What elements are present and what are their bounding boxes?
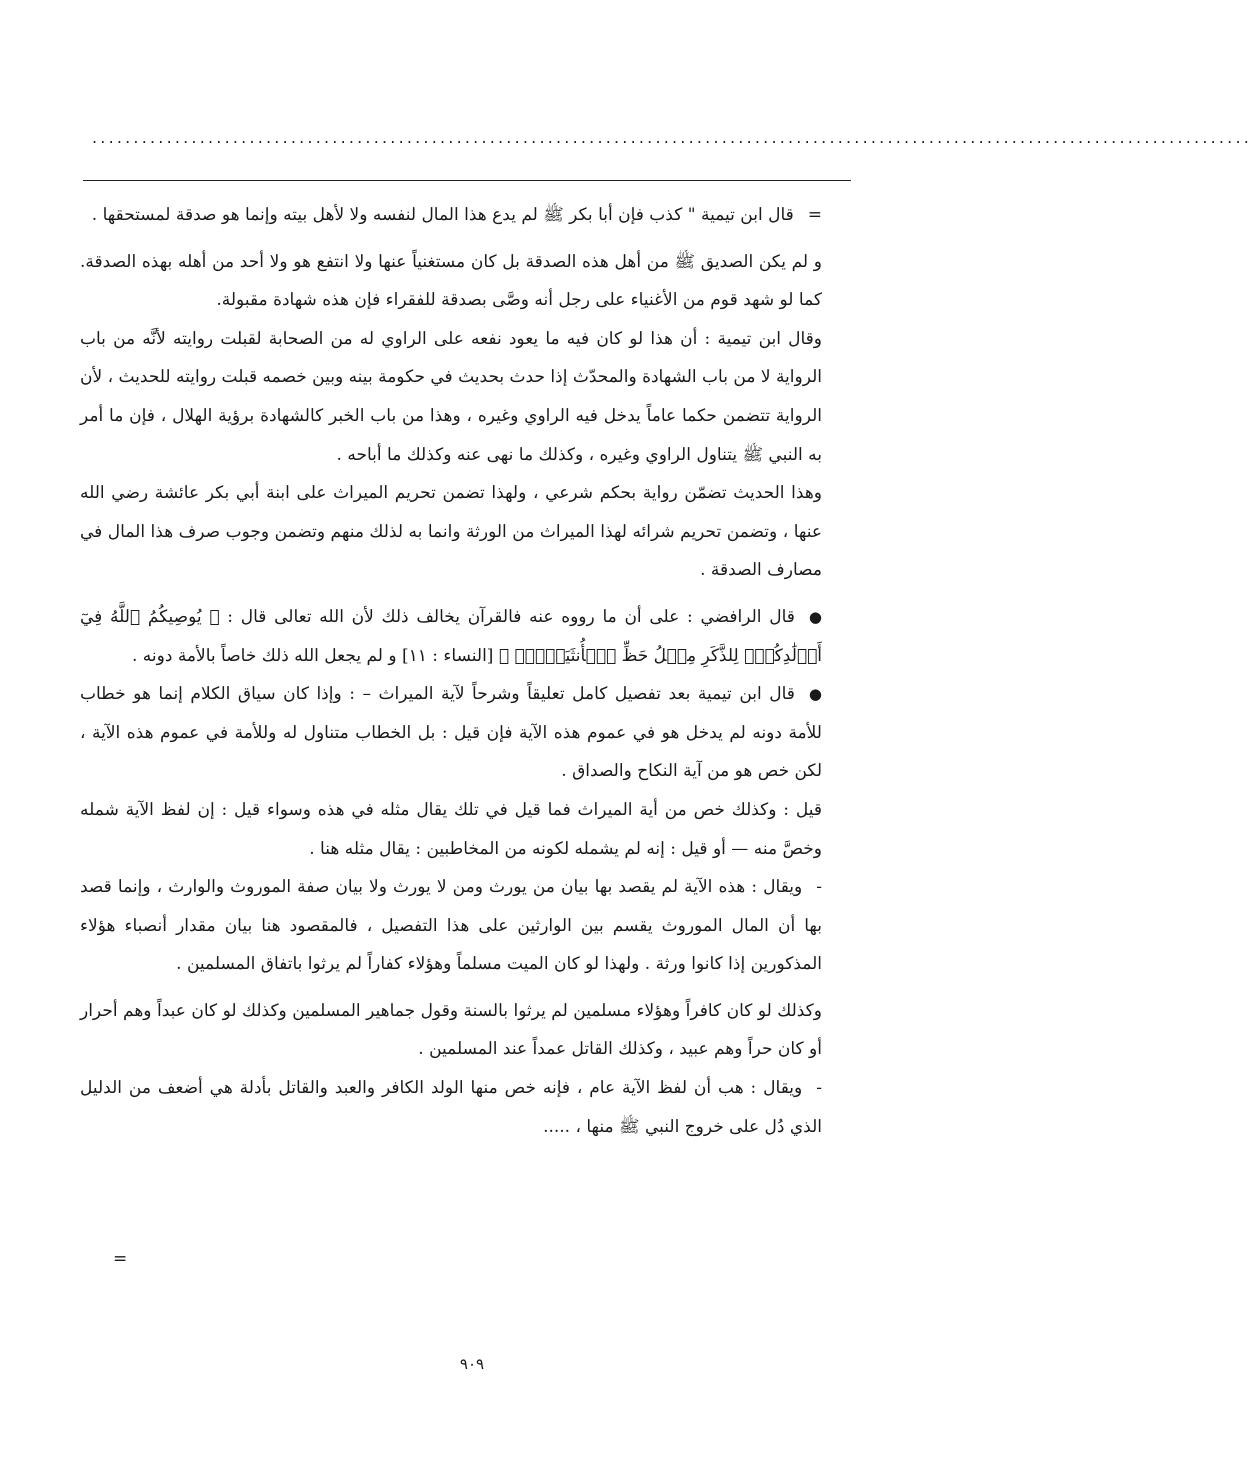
paragraph-10-text: ويقال : هب أن لفظ الآية عام ، فإنه خص منها الولد الكافر والعبد والقاتل بأدلة هي أضعف من الدليل الذي دُل على خروج النبي ﷺ منها ، ..... — [80, 1078, 822, 1137]
continuation-marker: = — [807, 205, 822, 225]
dash-marker: - — [816, 1078, 822, 1099]
paragraph-8-text: ويقال : هذه الآية لم يقصد بها بيان من يورث ومن لا يورث ولا بيان صفة الموروث والوارث ، وإنما قصد بها أن المال الموروث يقسم بين الوارثين على هذا التفصيل ، فالمقصود هنا بيان مقدار أنصباء هؤلاء المذكورين إذا كانوا ورثة . ولهذا لو كان الميت مسلماً وهؤلاء كفاراً لم يرثوا باتفاق المسلمين . — [80, 877, 822, 975]
paragraph-6-text: قال ابن تيمية بعد تفصيل كامل تعليقاً وشرحاً لآية الميراث – : وإذا كان سياق الكلام إنما هو خطاب للأمة دونه لم يدخل هو في عموم هذه الآية فإن قيل : بل الخطاب متناول له وللأمة في عموم هذه الآية ، لكن خص هو من آية النكاح والصداق . — [80, 684, 822, 782]
paragraph-4: وهذا الحديث تضمّن رواية بحكم شرعي ، ولهذا تضمن تحريم الميراث على ابنة أبي بكر عائشة رضي الله عنها ، وتضمن تحريم شرائه لهذا الميراث من الورثة وانما به لذلك منهم وتضمن وجوب صرف هذا المال في مصارف الصدقة . — [80, 483, 822, 581]
footnote-text — [80, 196, 822, 1146]
continuation-marker-end: = — [113, 1249, 128, 1269]
paragraph-2: و لم يكن الصديق ﷺ من أهل هذه الصدقة بل كان مستغنياً عنها ولا انتفع هو ولا أحد من أهله بهذه الصدقة. كما لو شهد قوم من الأغنياء على رجل أنه وصَّى بصدقة للفقراء فإن هذه شهادة مقبولة. — [80, 251, 822, 311]
footnote-rule — [83, 180, 851, 181]
paragraph-6 — [80, 675, 822, 791]
dash-marker: - — [816, 877, 822, 898]
dotted-separator: ............................................................................................................................................ — [92, 128, 1252, 147]
paragraph-1 — [80, 196, 822, 235]
paragraph-10 — [80, 1069, 822, 1146]
bullet-icon: ● — [808, 685, 822, 704]
paragraph-5 — [80, 598, 822, 675]
paragraph-8 — [80, 868, 822, 984]
paragraph-5-text: قال الرافضي : على أن ما رووه عنه فالقرآن يخالف ذلك لأن الله تعالى قال : ﴿ يُوصِيكُمُ ٱللَّهُ فِيٓ أَوۡلَٰدِكُمۡۖ لِلذَّكَرِ مِثۡلُ حَظِّ ٱلۡأُنثَيَيۡنِۚ ﴾ [النساء : ١١] و لم يجعل الله ذلك خاصاً بالأمة دونه . — [80, 606, 822, 666]
paragraph-9: وكذلك لو كان كافراً وهؤلاء مسلمين لم يرثوا بالسنة وقول جماهير المسلمين وكذلك لو كان عبداً وهم أحرار أو كان حراً وهم عبيد ، وكذلك القاتل عمداً عند المسلمين . — [80, 1000, 822, 1060]
paragraph-3: وقال ابن تيمية : أن هذا لو كان فيه ما يعود نفعه على الراوي له من الصحابة لقبلت روايته لأنَّه من باب الرواية لا من باب الشهادة والمحدّث إذا حدث بحديث في حكومة بينه وبين خصمه قبلت روايته للحديث ، لأن الرواية تتضمن حكما عاماً يدخل فيه الراوي وغيره ، وهذا من باب الخبر كالشهادة برؤية الهلال ، فإن ما أمر به النبي ﷺ يتناول الراوي وغيره ، وكذلك ما نهى عنه وكذلك ما أباحه . — [80, 328, 823, 465]
bullet-icon: ● — [808, 607, 822, 626]
paragraph-1-text: قال ابن تيمية " كذب فإن أبا بكر ﷺ لم يدع هذا المال لنفسه ولا لأهل بيته وإنما هو صدقة لمستحقها . — [91, 205, 794, 225]
page-number: ٩٠٩ — [459, 1355, 485, 1373]
paragraph-7: قيل : وكذلك خص من أية الميراث فما قيل في تلك يقال مثله في هذه وسواء قيل : إن لفظ الآية شمله وخصَّ منه — أو قيل : إنه لم يشمله لكونه من المخاطبين : يقال مثله هنا . — [80, 799, 822, 859]
